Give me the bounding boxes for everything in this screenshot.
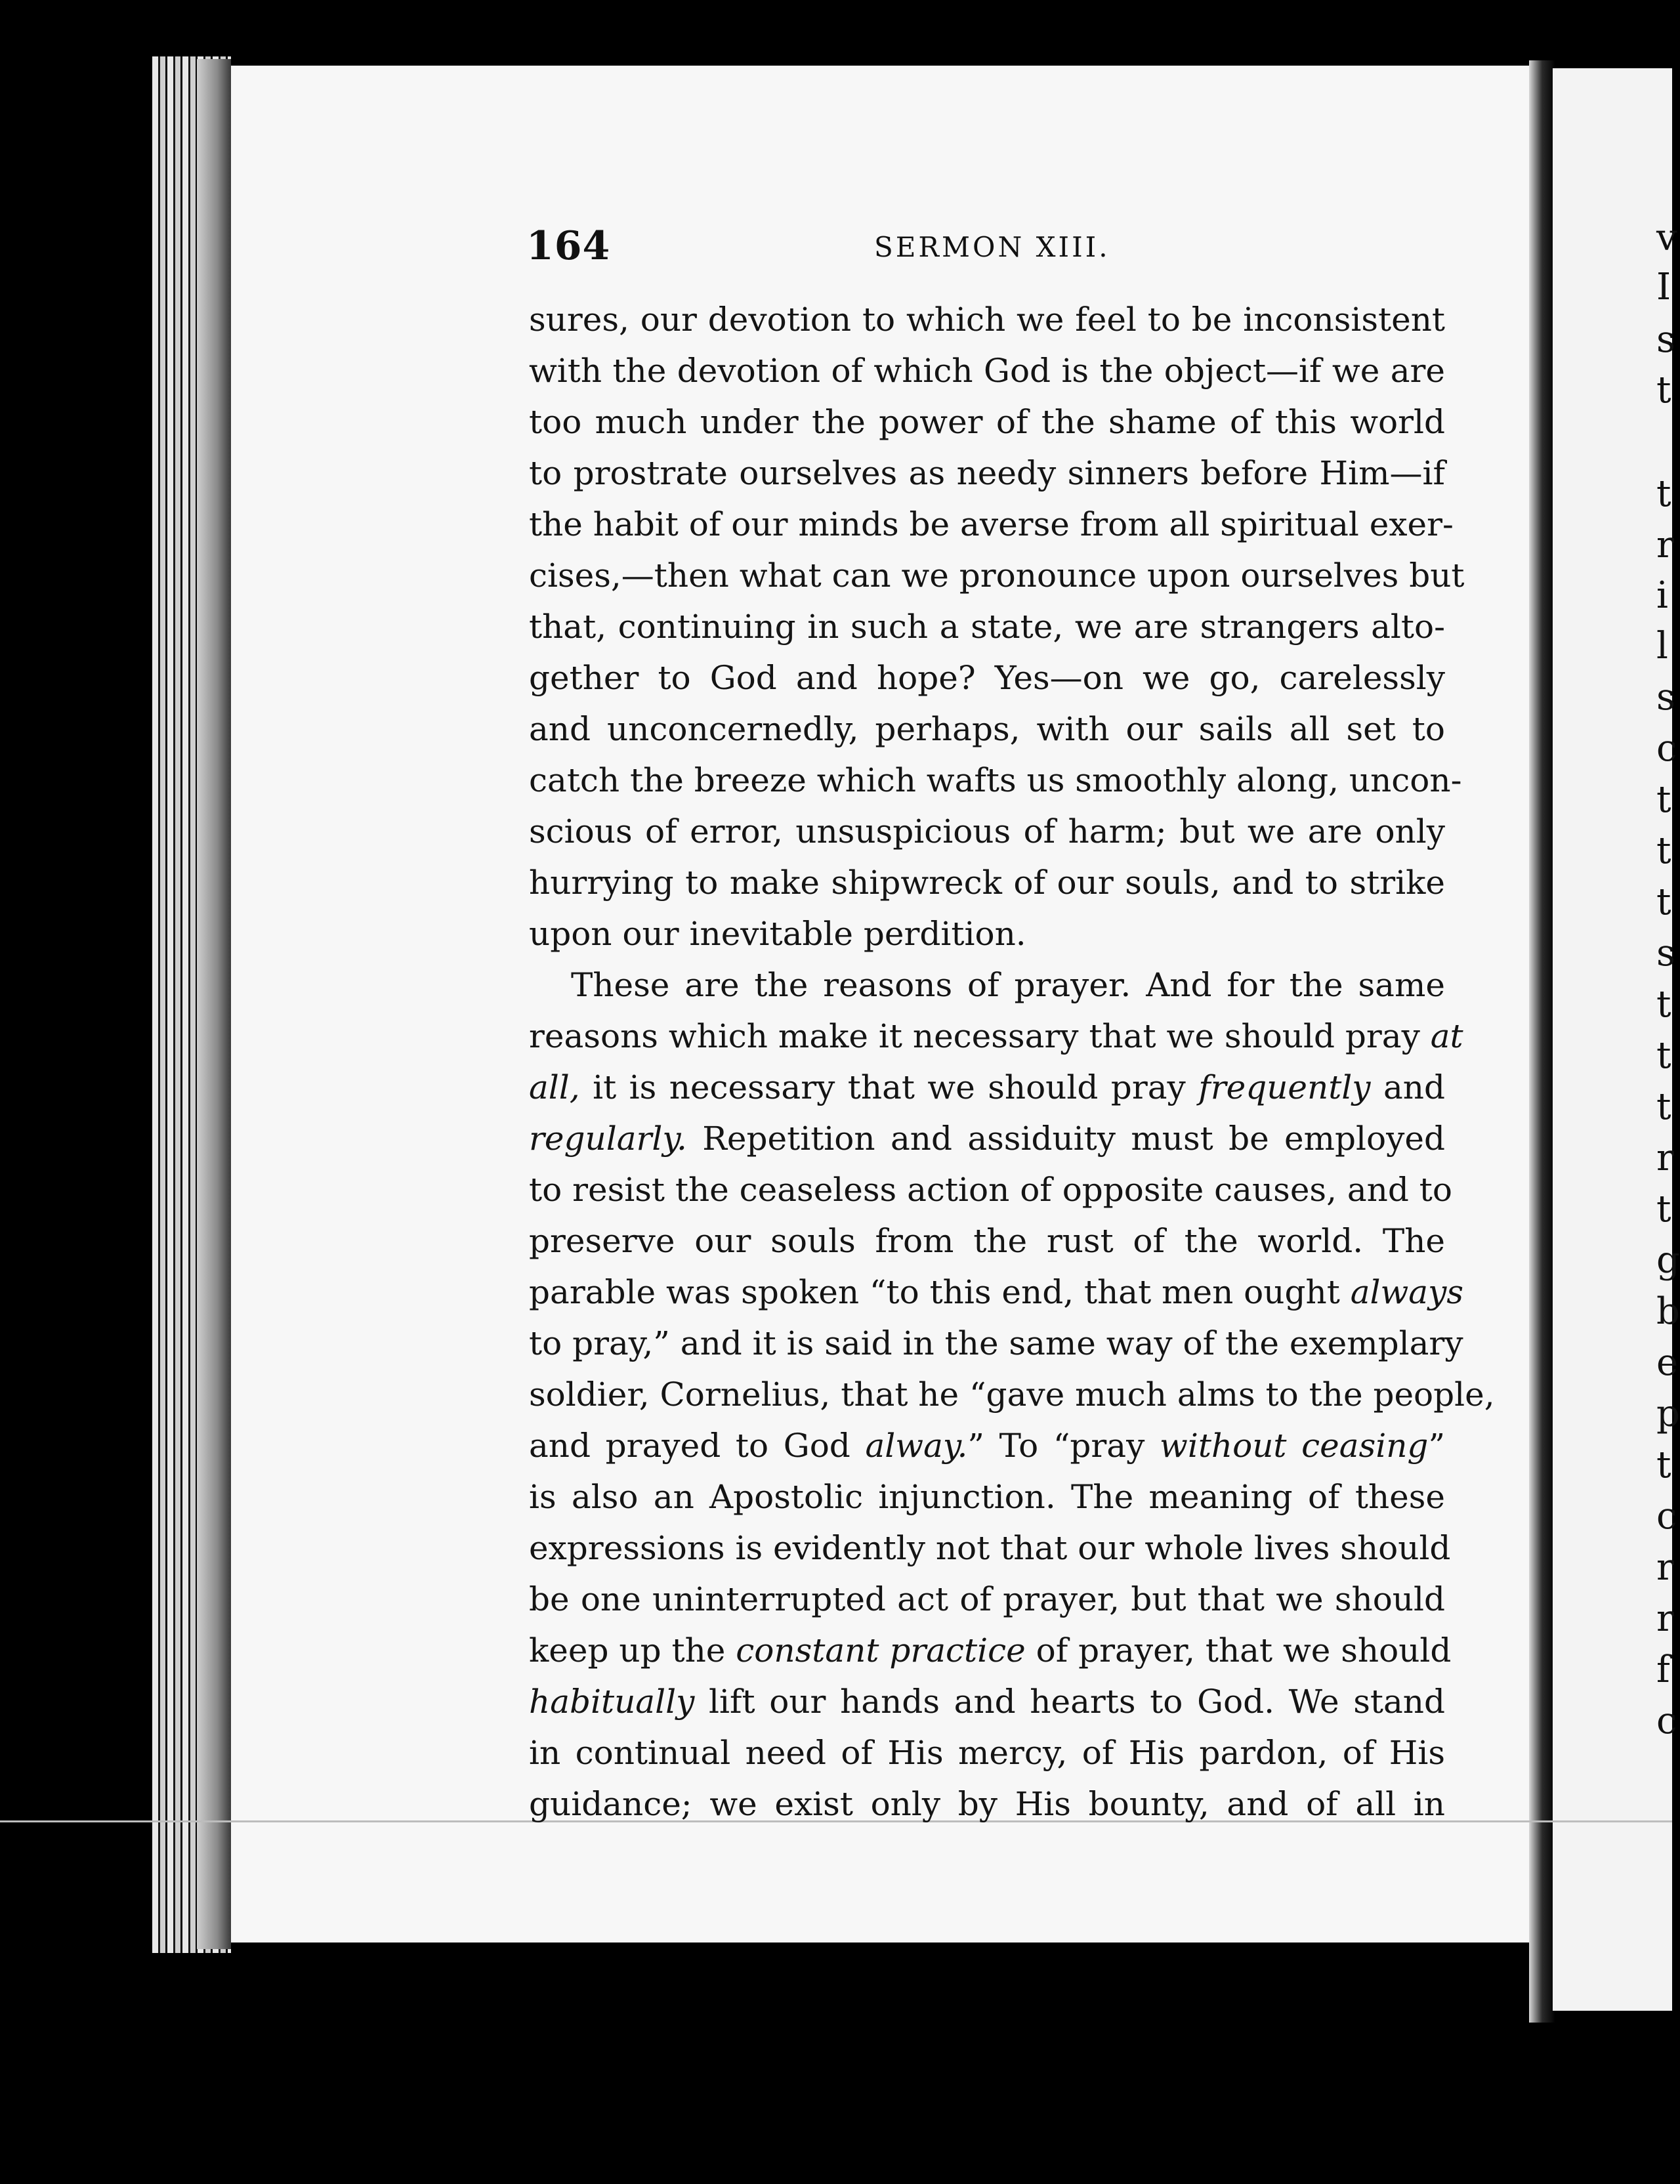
page-number: 164 <box>526 223 611 269</box>
facing-page-letter: t <box>1656 1034 1671 1077</box>
text-run: guidance; we exist only by His bounty, and of all in <box>529 1785 1445 1823</box>
text-run: parable was spoken “to this end, that men ought <box>529 1273 1351 1311</box>
facing-page-letter: p <box>1656 1393 1680 1435</box>
facing-page-letter: f <box>1656 1648 1670 1691</box>
text-line <box>529 1062 1445 1113</box>
text-run: it is necessary that we should pray <box>579 1068 1199 1106</box>
facing-page <box>1553 68 1680 2011</box>
facing-page-letter: r <box>1656 1597 1674 1640</box>
facing-page-letter: s <box>1656 676 1675 719</box>
text-run: of prayer, that we should <box>1025 1631 1452 1670</box>
text-run: ” To “pray <box>967 1427 1160 1465</box>
text-run: lift our hands and hearts to God. We stand <box>694 1683 1445 1721</box>
paragraph-2 <box>529 959 1495 1830</box>
text-line <box>529 1113 1445 1164</box>
facing-page-letter: l <box>1656 625 1668 667</box>
text-line <box>529 1215 1445 1267</box>
text-line: that, continuing in such a state, we are strangers alto- <box>529 608 1445 646</box>
text-line: gether to God and hope? Yes—on we go, carelessly <box>529 659 1445 697</box>
italic-text: at <box>1430 1017 1463 1055</box>
text-run: soldier, Cornelius, that he “gave much alms to the people, <box>529 1376 1495 1414</box>
text-line <box>529 1267 1464 1318</box>
text-line <box>529 1318 1463 1369</box>
facing-page-letter: g <box>1656 1239 1680 1282</box>
facing-page-letter: r <box>1656 1546 1674 1589</box>
facing-page-letter: c <box>1656 1495 1677 1538</box>
page-header <box>526 223 1445 276</box>
text-line <box>529 1522 1451 1574</box>
facing-page-letter: t <box>1656 1188 1671 1230</box>
facing-page-letter: t <box>1656 1444 1671 1486</box>
text-line: hurrying to make shipwreck of our souls, and to strike <box>529 864 1445 902</box>
text-run: to resist the ceaseless action of opposite causes, and to <box>529 1171 1452 1209</box>
text-line <box>529 1011 1463 1062</box>
text-run: and prayed to God <box>529 1427 866 1465</box>
text-line: cises,—then what can we pronounce upon ourselves but <box>529 556 1465 595</box>
text-line <box>529 1471 1445 1522</box>
text-line: with the devotion of which God is the object—if we are <box>529 352 1445 390</box>
text-line <box>529 1369 1495 1420</box>
text-run: expressions is evidently not that our whole lives should <box>529 1529 1451 1567</box>
italic-text: always <box>1350 1273 1464 1311</box>
text-run: preserve our souls from the rust of the world. The <box>529 1222 1445 1260</box>
text-line <box>529 1420 1445 1471</box>
facing-page-letter: t <box>1656 1085 1671 1128</box>
running-title: SERMON XIII. <box>874 231 1110 263</box>
text-line: upon our inevitable perdition. <box>529 915 1026 953</box>
text-line: and unconcernedly, perhaps, with our sails all set to <box>529 710 1445 748</box>
italic-text: all, <box>529 1068 580 1106</box>
text-line <box>529 1676 1445 1727</box>
facing-page-letter: t <box>1656 472 1671 515</box>
facing-page-letter: r <box>1656 1137 1674 1179</box>
facing-page-letter: t <box>1656 983 1671 1026</box>
page-edges-shadow <box>197 59 231 1949</box>
facing-page-letter: t <box>1656 830 1671 872</box>
text-line <box>529 1164 1452 1215</box>
facing-page-letter: v <box>1656 217 1677 259</box>
text-run: Repetition and assiduity must be employed <box>686 1120 1445 1158</box>
facing-page-letter: t <box>1656 778 1671 821</box>
text-run: be one uninterrupted act of prayer, but that we should <box>529 1580 1445 1618</box>
facing-page-letter: t <box>1656 369 1671 411</box>
text-line: sures, our devotion to which we feel to be inconsistent <box>529 301 1445 339</box>
italic-text: constant practice <box>736 1631 1026 1670</box>
facing-page-letter: i <box>1656 574 1668 617</box>
text-run: reasons which make it necessary that we should pray <box>529 1017 1431 1055</box>
text-run: These are the reasons of prayer. And for the same <box>571 966 1445 1004</box>
text-run: is also an Apostolic injunction. The meaning of these <box>529 1478 1445 1516</box>
text-line: scious of error, unsuspicious of harm; but we are only <box>529 812 1445 850</box>
italic-text: without ceasing <box>1160 1427 1429 1465</box>
facing-page-letter: e <box>1656 1341 1679 1384</box>
text-line: catch the breeze which wafts us smoothly along, uncon- <box>529 761 1462 799</box>
text-run: in continual need of His mercy, of His pardon, of His <box>529 1734 1445 1772</box>
text-run: to pray,” and it is said in the same way of the exemplary <box>529 1324 1463 1362</box>
text-run: and <box>1370 1068 1445 1106</box>
facing-page-letter: s <box>1656 932 1675 975</box>
italic-text: habitually <box>529 1683 695 1721</box>
italic-text: regularly. <box>529 1120 687 1158</box>
text-line: to prostrate ourselves as needy sinners before Him—if <box>529 454 1445 492</box>
facing-page-letter: r <box>1656 524 1674 566</box>
text-line <box>529 1625 1452 1676</box>
italic-text: alway. <box>865 1427 968 1465</box>
gutter-shadow <box>1529 60 1555 2023</box>
facing-page-letter: I <box>1656 266 1671 308</box>
facing-page-letter: t <box>1656 881 1671 923</box>
facing-page-letter: c <box>1656 727 1677 770</box>
text-run: ” <box>1428 1427 1445 1465</box>
body-text <box>529 294 1495 1830</box>
italic-text: frequently <box>1198 1068 1371 1106</box>
text-line <box>529 959 1445 1011</box>
facing-page-letter: c <box>1656 1700 1677 1742</box>
facing-page-letter: b <box>1656 1290 1680 1333</box>
facing-page-letter: s <box>1656 318 1675 361</box>
text-line: too much under the power of the shame of this world <box>529 403 1445 441</box>
text-line: the habit of our minds be averse from all spiritual exer- <box>529 505 1454 543</box>
text-run: keep up the <box>529 1631 736 1670</box>
text-line <box>529 1727 1445 1778</box>
text-line <box>529 1574 1445 1625</box>
text-line <box>529 1778 1445 1830</box>
